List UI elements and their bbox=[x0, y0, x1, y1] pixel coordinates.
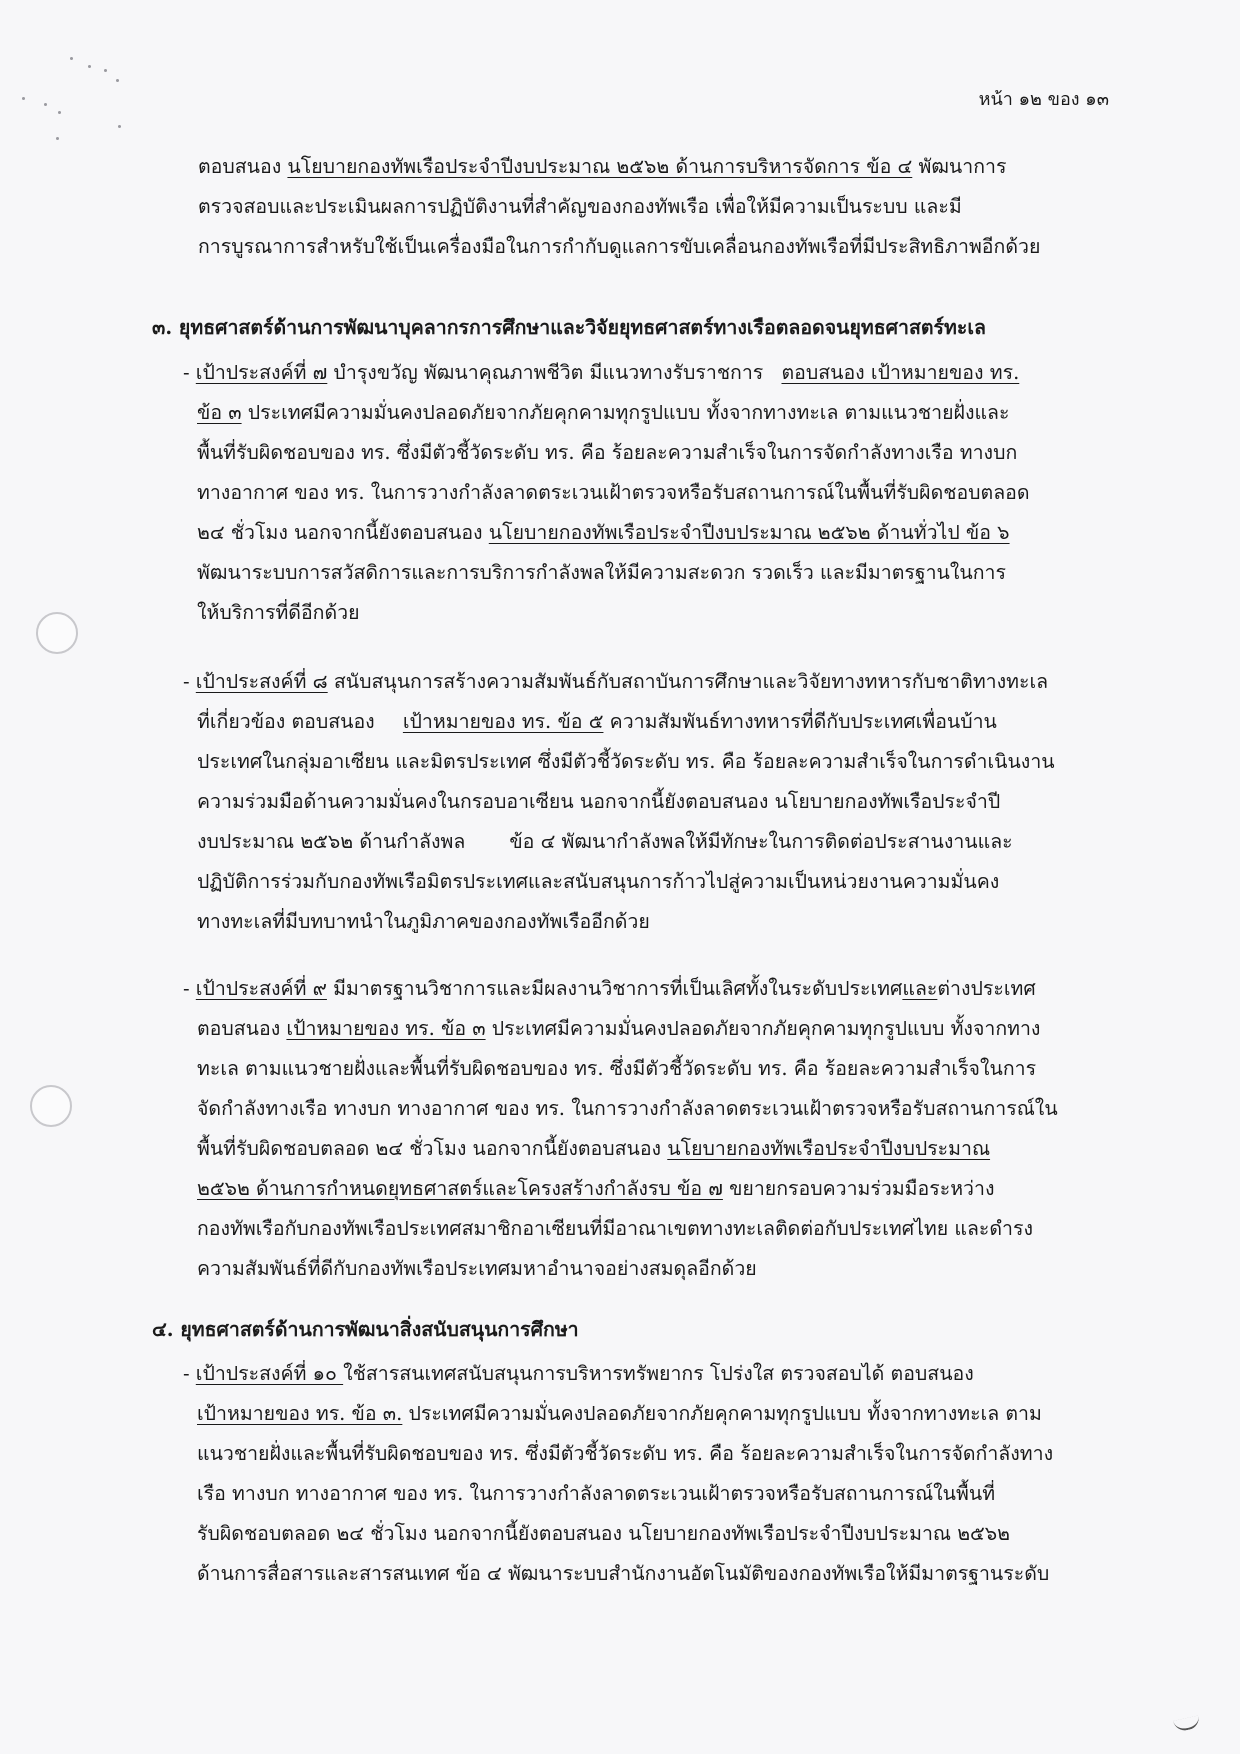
text: พัฒนาการ bbox=[912, 155, 1007, 178]
text-line: รับผิดชอบตลอด ๒๔ ชั่วโมง นอกจากนี้ยังตอบสนอง นโยบายกองทัพเรือประจำปีงบประมาณ ๒๕๖๒ bbox=[197, 1522, 1011, 1545]
text: ตอบสนอง bbox=[197, 1017, 287, 1040]
speck bbox=[58, 111, 61, 114]
bullet-dash: - bbox=[183, 977, 196, 1000]
goal-reference: ข้อ ๓ bbox=[197, 401, 242, 424]
pen-mark bbox=[1173, 1715, 1201, 1732]
goal-9-paragraph bbox=[183, 969, 1058, 1289]
goal-reference: เป้าหมายของ ทร. ข้อ ๓. bbox=[197, 1402, 403, 1425]
text: ข้อ ๔ พัฒนากำลังพลให้มีทักษะในการติดต่อประสานงานและ bbox=[509, 830, 1013, 853]
text: ใช้สารสนเทศสนับสนุนการบริหารทรัพยากร โปร่งใส ตรวจสอบได้ ตอบสนอง bbox=[343, 1362, 974, 1385]
underlined-word: และ bbox=[902, 977, 938, 1000]
text-line bbox=[183, 353, 1030, 393]
speck bbox=[88, 65, 91, 68]
speck bbox=[118, 125, 121, 128]
text-line: พื้นที่รับผิดชอบของ ทร. ซึ่งมีตัวชี้วัดระดับ ทร. คือ ร้อยละความสำเร็จในการจัดกำลังทางเรือ ทางบก bbox=[197, 441, 1018, 464]
speck bbox=[44, 103, 47, 106]
text-line bbox=[183, 969, 1058, 1009]
text: ประเทศมีความมั่นคงปลอดภัยจากภัยคุกคามทุกรูปแบบ ทั้งจากทาง bbox=[485, 1017, 1041, 1040]
goal-8-paragraph bbox=[183, 662, 1055, 942]
text: ความสัมพันธ์ทางทหารที่ดีกับประเทศเพื่อนบ้าน bbox=[603, 710, 997, 733]
punch-hole-bottom bbox=[30, 1085, 72, 1127]
goal-label: เป้าประสงค์ที่ ๑๐ bbox=[195, 1362, 344, 1385]
text: ต่างประเทศ bbox=[937, 977, 1036, 1000]
text-line: ทางอากาศ ของ ทร. ในการวางกำลังลาดตระเวนเฝ้าตรวจหรือรับสถานการณ์ในพื้นที่รับผิดชอบตลอด bbox=[197, 481, 1030, 504]
goal-reference: เป้าหมายของ ทร. ข้อ ๕ bbox=[402, 710, 604, 733]
text-line: ตรวจสอบและประเมินผลการปฏิบัติงานที่สำคัญของกองทัพเรือ เพื่อให้มีความเป็นระบบ และมี bbox=[198, 195, 962, 218]
section-4-heading: ๔. ยุทธศาสตร์ด้านการพัฒนาสิ่งสนับสนุนการศึกษา bbox=[152, 1318, 579, 1341]
text-line bbox=[183, 702, 1055, 742]
text-line bbox=[198, 147, 1040, 187]
goal-label: เป้าประสงค์ที่ ๗ bbox=[195, 361, 328, 384]
text-line: พัฒนาระบบการสวัสดิการและการบริการกำลังพลให้มีความสะดวก รวดเร็ว และมีมาตรฐานในการ bbox=[197, 561, 1006, 584]
text-line bbox=[183, 393, 1030, 433]
text: มีมาตรฐานวิชาการและมีผลงานวิชาการที่เป็นเลิศทั้งในระดับประเทศ bbox=[326, 977, 903, 1000]
text: บำรุงขวัญ พัฒนาคุณภาพชีวิต มีแนวทางรับราชการ bbox=[327, 361, 770, 384]
text-line bbox=[183, 1169, 1058, 1209]
text-line: กองทัพเรือกับกองทัพเรือประเทศสมาชิกอาเซียนที่มีอาณาเขตทางทะเลติดต่อกับประเทศไทย และดำรง bbox=[197, 1217, 1033, 1240]
speck bbox=[70, 57, 73, 60]
text-line: การบูรณาการสำหรับใช้เป็นเครื่องมือในการกำกับดูแลการขับเคลื่อนกองทัพเรือที่มีประสิทธิภาพอีกด้วย bbox=[198, 235, 1041, 258]
text-line: ให้บริการที่ดีอีกด้วย bbox=[197, 601, 360, 624]
speck bbox=[22, 97, 25, 100]
text-line: ทางทะเลที่มีบทบาทนำในภูมิภาคของกองทัพเรืออีกด้วย bbox=[197, 910, 650, 933]
text-line bbox=[183, 1009, 1058, 1049]
text: ประเทศมีความมั่นคงปลอดภัยจากภัยคุกคามทุกรูปแบบ ทั้งจากทางทะเล ตามแนวชายฝั่งและ bbox=[241, 401, 1010, 424]
text: ตอบสนอง bbox=[198, 155, 288, 178]
bullet-dash: - bbox=[183, 670, 196, 693]
page-number: หน้า ๑๒ ของ ๑๓ bbox=[978, 89, 1109, 110]
intro-paragraph bbox=[198, 147, 1040, 267]
text: สนับสนุนการสร้างความสัมพันธ์กับสถาบันการศึกษาและวิจัยทางทหารกับชาติทางทะเล bbox=[327, 670, 1049, 693]
text-line bbox=[183, 513, 1030, 553]
text: ขยายกรอบความร่วมมือระหว่าง bbox=[722, 1177, 995, 1200]
speck bbox=[104, 69, 107, 72]
text: ๒๔ ชั่วโมง นอกจากนี้ยังตอบสนอง bbox=[197, 521, 489, 544]
goal-10-paragraph bbox=[183, 1354, 1053, 1594]
speck bbox=[56, 137, 59, 140]
text: ที่เกี่ยวข้อง ตอบสนอง bbox=[197, 710, 381, 733]
text: ประเทศมีความมั่นคงปลอดภัยจากภัยคุกคามทุกรูปแบบ ทั้งจากทางทะเล ตาม bbox=[402, 1402, 1042, 1425]
text-line bbox=[183, 1394, 1053, 1434]
policy-reference: นโยบายกองทัพเรือประจำปีงบประมาณ bbox=[667, 1137, 991, 1160]
text-line: ประเทศในกลุ่มอาเซียน และมิตรประเทศ ซึ่งมีตัวชี้วัดระดับ ทร. คือ ร้อยละความสำเร็จในการดำเนินงาน bbox=[197, 750, 1055, 773]
policy-reference: นโยบายกองทัพเรือประจำปีงบประมาณ ๒๕๖๒ ด้านทั่วไป ข้อ ๖ bbox=[488, 521, 1010, 544]
policy-reference: นโยบายกองทัพเรือประจำปีงบประมาณ ๒๕๖๒ ด้านการบริหารจัดการ ข้อ ๔ bbox=[287, 155, 913, 178]
text-line: ด้านการสื่อสารและสารสนเทศ ข้อ ๔ พัฒนาระบบสำนักงานอัตโนมัติของกองทัพเรือให้มีมาตรฐานระดับ bbox=[197, 1562, 1050, 1585]
text-line bbox=[183, 1129, 1058, 1169]
scan-specks bbox=[18, 55, 138, 155]
text-line: จัดกำลังทางเรือ ทางบก ทางอากาศ ของ ทร. ในการวางกำลังลาดตระเวนเฝ้าตรวจหรือรับสถานการณ์ใน bbox=[197, 1097, 1058, 1120]
text-line: แนวชายฝั่งและพื้นที่รับผิดชอบของ ทร. ซึ่งมีตัวชี้วัดระดับ ทร. คือ ร้อยละความสำเร็จในการจัดกำลังทาง bbox=[197, 1442, 1054, 1465]
goal-label: เป้าประสงค์ที่ ๙ bbox=[195, 977, 327, 1000]
text: พื้นที่รับผิดชอบตลอด ๒๔ ชั่วโมง นอกจากนี้ยังตอบสนอง bbox=[197, 1137, 668, 1160]
text-line: ความสัมพันธ์ที่ดีกับกองทัพเรือประเทศมหาอำนาจอย่างสมดุลอีกด้วย bbox=[197, 1257, 757, 1280]
text: งบประมาณ ๒๕๖๒ ด้านกำลังพล bbox=[197, 830, 466, 853]
bullet-dash: - bbox=[183, 361, 196, 384]
policy-reference: ๒๕๖๒ ด้านการกำหนดยุทธศาสตร์และโครงสร้างกำลังรบ ข้อ ๗ bbox=[197, 1177, 723, 1200]
speck bbox=[116, 79, 119, 82]
text-line bbox=[183, 1354, 1053, 1394]
punch-hole-top bbox=[36, 612, 78, 654]
bullet-dash: - bbox=[183, 1362, 196, 1385]
text-line: ทะเล ตามแนวชายฝั่งและพื้นที่รับผิดชอบของ ทร. ซึ่งมีตัวชี้วัดระดับ ทร. คือ ร้อยละความสำเร็จในการ bbox=[197, 1057, 1037, 1080]
section-3-heading: ๓. ยุทธศาสตร์ด้านการพัฒนาบุคลากรการศึกษาและวิจัยยุทธศาสตร์ทางเรือตลอดจนยุทธศาสตร์ทะเล bbox=[152, 316, 986, 339]
text-line bbox=[183, 822, 1055, 862]
text-line: ความร่วมมือด้านความมั่นคงในกรอบอาเซียน นอกจากนี้ยังตอบสนอง นโยบายกองทัพเรือประจำปี bbox=[197, 790, 1001, 813]
goal-reference: ตอบสนอง เป้าหมายของ ทร. bbox=[781, 361, 1020, 384]
text-line: ปฏิบัติการร่วมกับกองทัพเรือมิตรประเทศและสนับสนุนการก้าวไปสู่ความเป็นหน่วยงานความมั่นคง bbox=[197, 870, 1000, 893]
goal-label: เป้าประสงค์ที่ ๘ bbox=[195, 670, 328, 693]
text-line: เรือ ทางบก ทางอากาศ ของ ทร. ในการวางกำลังลาดตระเวนเฝ้าตรวจหรือรับสถานการณ์ในพื้นที่ bbox=[197, 1482, 996, 1505]
goal-7-paragraph bbox=[183, 353, 1030, 633]
goal-reference: เป้าหมายของ ทร. ข้อ ๓ bbox=[286, 1017, 486, 1040]
text-line bbox=[183, 662, 1055, 702]
